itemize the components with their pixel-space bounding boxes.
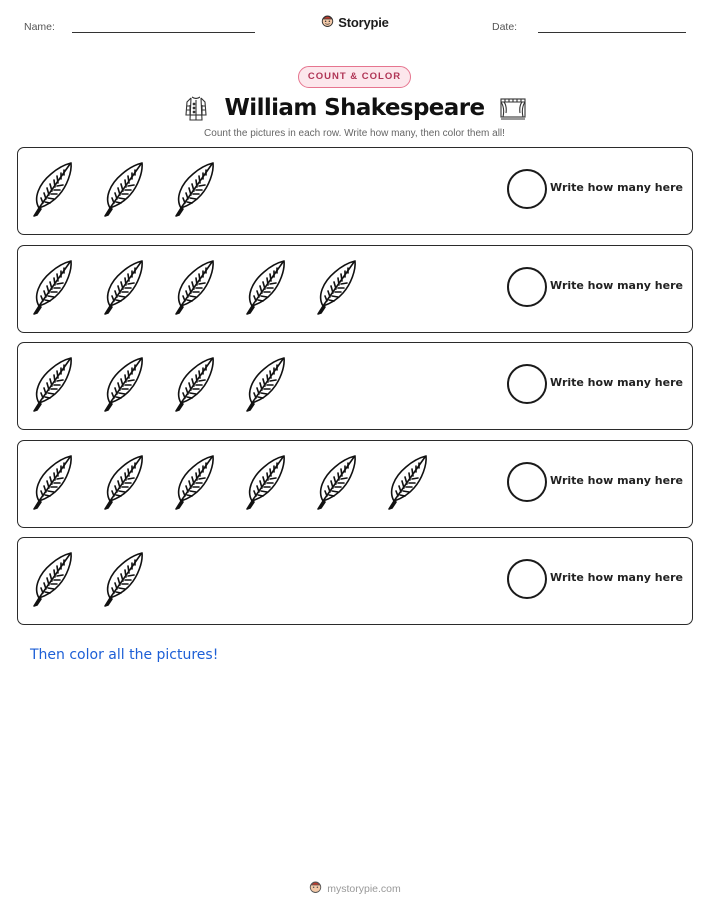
activity-badge: COUNT & COLOR [298, 66, 411, 88]
quill-feather-icon[interactable] [29, 355, 73, 413]
brand-header [0, 13, 709, 32]
title-row [0, 90, 709, 126]
quill-feather-icon[interactable] [313, 258, 357, 316]
answer-circle[interactable] [507, 559, 547, 599]
quill-feather-icon[interactable] [171, 160, 215, 218]
answer-circle[interactable] [507, 267, 547, 307]
answer-circle[interactable] [507, 364, 547, 404]
quill-feather-icon[interactable] [29, 453, 73, 511]
storypie-logo-icon [308, 879, 323, 898]
quill-feather-icon[interactable] [242, 453, 286, 511]
answer-label: Write how many here [550, 571, 683, 584]
quill-feather-icon[interactable] [242, 355, 286, 413]
instructions: Count the pictures in each row. Write how many, then color them all! [204, 128, 505, 139]
quill-feather-icon[interactable] [100, 258, 144, 316]
quill-feather-icon[interactable] [100, 453, 144, 511]
storypie-logo-icon [320, 13, 335, 32]
quill-feather-icon[interactable] [29, 550, 73, 608]
site-url: mystorypie.com [327, 882, 401, 895]
answer-label: Write how many here [550, 279, 683, 292]
answer-label: Write how many here [550, 474, 683, 487]
answer-circle[interactable] [507, 169, 547, 209]
doublet-icon [181, 93, 211, 123]
quill-feather-icon[interactable] [384, 453, 428, 511]
answer-circle[interactable] [507, 462, 547, 502]
theater-stage-icon [498, 93, 528, 123]
name-line[interactable] [72, 32, 255, 33]
brand-name: Storypie [338, 15, 389, 30]
quill-feather-icon[interactable] [29, 258, 73, 316]
quill-feather-icon[interactable] [171, 355, 215, 413]
quill-feather-icon[interactable] [313, 453, 357, 511]
answer-label: Write how many here [550, 181, 683, 194]
site-footer [0, 879, 709, 898]
quill-feather-icon[interactable] [171, 258, 215, 316]
quill-feather-icon[interactable] [242, 258, 286, 316]
quill-feather-icon[interactable] [100, 355, 144, 413]
count-row [17, 342, 693, 430]
count-row [17, 440, 693, 528]
answer-label: Write how many here [550, 376, 683, 389]
name-label: Name: [24, 21, 55, 33]
quill-feather-icon[interactable] [171, 453, 215, 511]
date-label: Date: [492, 21, 518, 33]
count-row [17, 245, 693, 333]
count-row [17, 147, 693, 235]
quill-feather-icon[interactable] [29, 160, 73, 218]
page-title: William Shakespeare [224, 95, 485, 121]
footer-note: Then color all the pictures! [30, 647, 219, 663]
date-line[interactable] [538, 32, 686, 33]
quill-feather-icon[interactable] [100, 160, 144, 218]
quill-feather-icon[interactable] [100, 550, 144, 608]
count-row [17, 537, 693, 625]
